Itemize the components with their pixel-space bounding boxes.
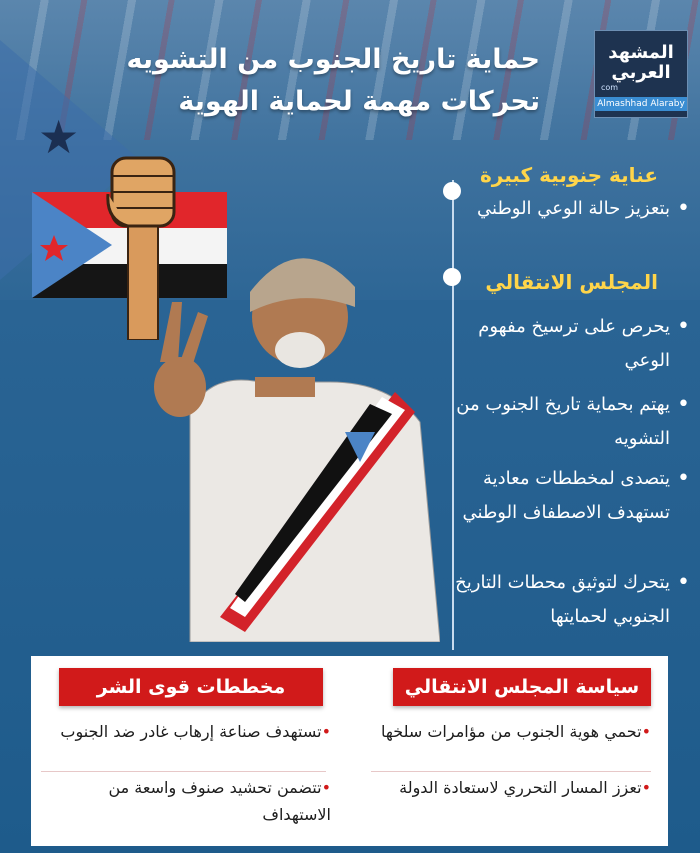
logo-arabic: المشهد العربي [608, 42, 674, 83]
timeline-dot-2 [443, 268, 461, 286]
elderly-man-photo [150, 232, 440, 642]
title-line2: تحركات مهمة لحماية الهوية [178, 86, 540, 117]
bullet-icon: • [321, 778, 331, 797]
evil-item-2: •تتضمن تحشيد صنوف واسعة من الاستهداف [108, 778, 331, 824]
section2-bullet-1: • يحرص على ترسيخ مفهوم الوعي [455, 310, 670, 378]
bullet-icon: • [641, 722, 651, 741]
policy-item-2: •تعزز المسار التحرري لاستعادة الدولة [399, 778, 651, 797]
section1-title: عناية جنوبية كبيرة [479, 163, 658, 187]
section1-bullet-1: • بتعزيز حالة الوعي الوطني [455, 192, 670, 226]
section2-title: المجلس الانتقالي [485, 270, 658, 294]
comparison-panel [31, 656, 668, 846]
bullet-icon: • [321, 722, 331, 741]
divider [41, 771, 326, 772]
divider [371, 771, 651, 772]
bullet-icon: • [641, 778, 651, 797]
section2-bullet-4: • يتحرك لتوثيق محطات التاريخ الجنوبي لحمايتها [455, 566, 670, 634]
evil-item-1: •تستهدف صناعة إرهاب غادر ضد الجنوب [60, 722, 331, 741]
logo-english: Almashhad Alaraby [595, 97, 687, 111]
policy-item-1: •تحمي هوية الجنوب من مؤامرات سلخها [381, 722, 651, 741]
background-star-icon: ★ [38, 110, 80, 164]
evil-plans-box-title: مخططات قوى الشر [59, 668, 323, 706]
section2-bullet-2: • يهتم بحماية تاريخ الجنوب من التشويه [455, 388, 670, 456]
logo-com: com [601, 83, 619, 92]
brand-logo [594, 30, 688, 118]
policy-box-title: سياسة المجلس الانتقالي [393, 668, 651, 706]
timeline-line [452, 180, 454, 650]
title-line1: حماية تاريخ الجنوب من التشويه [126, 44, 540, 75]
section2-bullet-3: • يتصدى لمخططات معادية تستهدف الاصطفاف الوطني [455, 462, 670, 530]
